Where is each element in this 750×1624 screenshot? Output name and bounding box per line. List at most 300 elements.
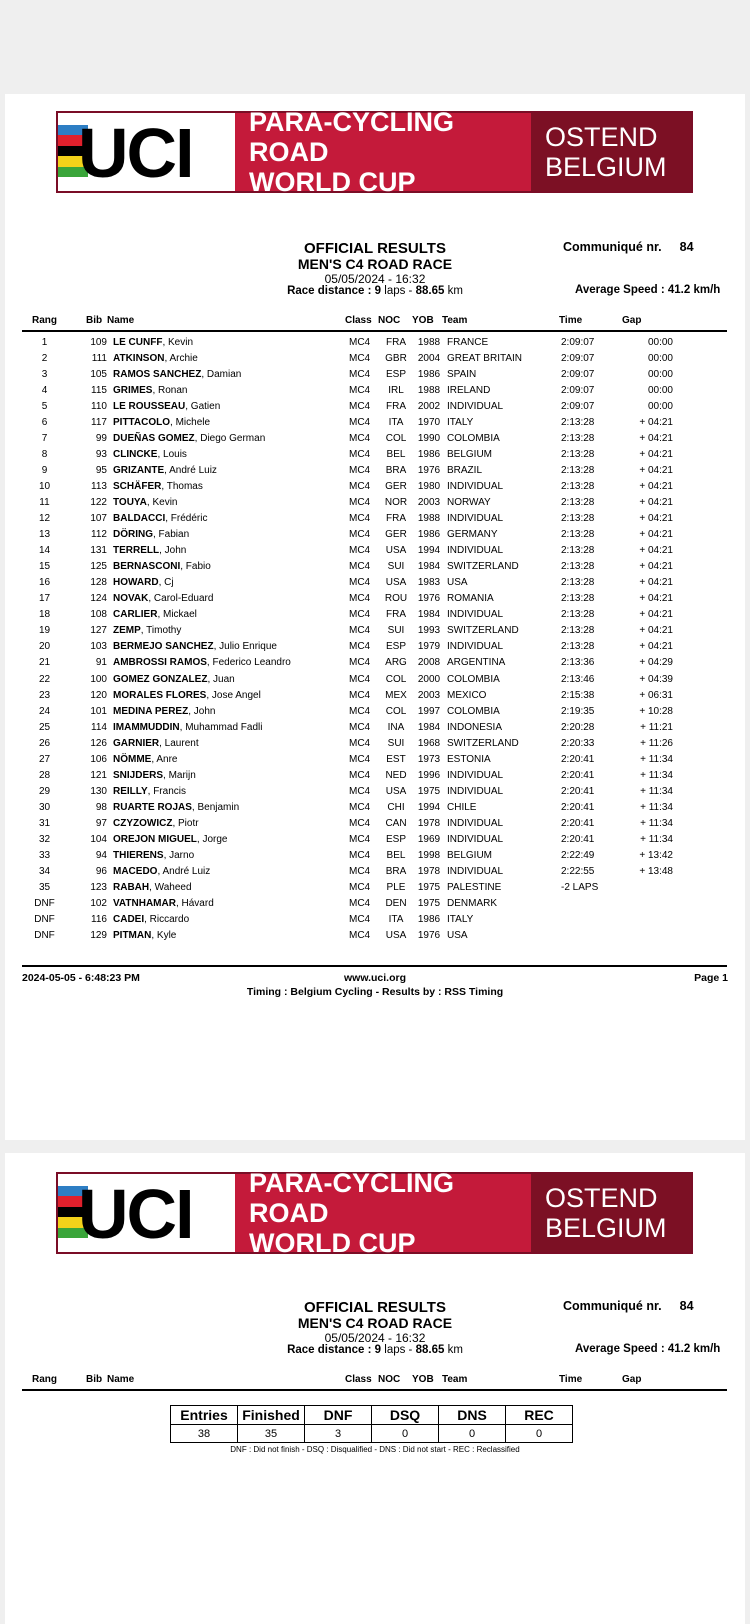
rider-last-name: BERMEJO SANCHEZ bbox=[113, 641, 214, 653]
result-name bbox=[111, 494, 349, 510]
table-row bbox=[22, 462, 673, 478]
result-name bbox=[111, 366, 349, 382]
result-rang: 13 bbox=[38, 529, 51, 541]
result-class: MC4 bbox=[349, 833, 371, 845]
footer-site: www.uci.org bbox=[343, 972, 407, 984]
race-datetime: 05/05/2024 - 16:32 bbox=[324, 1331, 426, 1345]
result-class: MC4 bbox=[349, 673, 371, 685]
result-yob: 2003 bbox=[417, 496, 441, 508]
results-page-2 bbox=[5, 1153, 745, 1624]
footer-page: Page 1 bbox=[694, 972, 728, 984]
result-name bbox=[111, 864, 349, 880]
rider-last-name: IMAMMUDDIN bbox=[113, 721, 180, 733]
result-team: DENMARK bbox=[447, 898, 498, 910]
result-yob: 1979 bbox=[417, 641, 441, 653]
rider-first-name: , Jorge bbox=[196, 833, 228, 845]
result-yob: 1990 bbox=[417, 432, 441, 444]
uci-logo bbox=[58, 1174, 235, 1252]
result-rang: 12 bbox=[38, 513, 51, 525]
rider-last-name: TERRELL bbox=[113, 545, 160, 557]
result-bib: 122 bbox=[90, 496, 107, 508]
laps-value: 9 bbox=[374, 285, 382, 297]
result-rang: 10 bbox=[38, 480, 51, 492]
result-gap: + 04:21 bbox=[639, 529, 673, 541]
rider-first-name: , Fabian bbox=[153, 529, 190, 541]
result-bib: 108 bbox=[90, 609, 107, 621]
table-row bbox=[22, 912, 673, 928]
result-bib: 93 bbox=[95, 448, 107, 460]
result-noc: COL bbox=[385, 705, 407, 717]
result-class: MC4 bbox=[349, 561, 371, 573]
result-class: MC4 bbox=[349, 850, 371, 862]
rider-last-name: NÖMME bbox=[113, 753, 152, 765]
result-yob: 1988 bbox=[417, 513, 441, 525]
communique-label: Communiqué nr. bbox=[563, 240, 662, 254]
result-rang: 30 bbox=[38, 801, 51, 813]
result-yob: 1973 bbox=[417, 753, 441, 765]
result-rang: 14 bbox=[38, 545, 51, 557]
result-class: MC4 bbox=[349, 753, 371, 765]
result-name bbox=[111, 928, 349, 944]
result-noc: FRA bbox=[386, 609, 406, 621]
rider-last-name: RAMOS SANCHEZ bbox=[113, 368, 202, 380]
result-gap: + 04:21 bbox=[639, 625, 673, 637]
result-class: MC4 bbox=[349, 914, 371, 926]
summary-header-finished: Finished bbox=[238, 1406, 305, 1425]
result-noc: ESP bbox=[385, 833, 406, 845]
result-gap: + 04:21 bbox=[639, 593, 673, 605]
rider-first-name: , Gatien bbox=[185, 400, 221, 412]
result-rang: 20 bbox=[38, 641, 51, 653]
result-gap: + 04:21 bbox=[639, 609, 673, 621]
rider-first-name: , Louis bbox=[157, 448, 187, 460]
result-yob: 2000 bbox=[417, 673, 441, 685]
result-team: INDIVIDUAL bbox=[447, 785, 504, 797]
result-yob: 1996 bbox=[417, 769, 441, 781]
result-gap bbox=[621, 928, 673, 944]
result-gap: 00:00 bbox=[647, 400, 673, 412]
km-value: 88.65 bbox=[415, 285, 445, 297]
event-name bbox=[235, 107, 531, 197]
result-class: MC4 bbox=[349, 480, 371, 492]
result-noc: FRA bbox=[386, 513, 406, 525]
result-class: MC4 bbox=[349, 785, 371, 797]
result-class: MC4 bbox=[349, 609, 371, 621]
result-time: 2:09:07 bbox=[561, 384, 595, 396]
column-header-row bbox=[22, 314, 727, 332]
result-rang: 25 bbox=[38, 721, 51, 733]
result-class: MC4 bbox=[349, 593, 371, 605]
result-yob: 1997 bbox=[417, 705, 441, 717]
rider-last-name: REILLY bbox=[113, 785, 148, 797]
km-unit: km bbox=[447, 285, 463, 297]
result-noc: BEL bbox=[386, 850, 406, 862]
table-row bbox=[22, 511, 673, 527]
result-name bbox=[111, 559, 349, 575]
result-name bbox=[111, 511, 349, 527]
result-team: ITALY bbox=[447, 416, 474, 428]
table-row bbox=[22, 896, 673, 912]
rider-last-name: AMBROSSI RAMOS bbox=[113, 657, 207, 669]
rider-last-name: BALDACCI bbox=[113, 513, 166, 525]
col-class: Class bbox=[345, 315, 372, 326]
result-yob: 1968 bbox=[417, 737, 441, 749]
rider-first-name: , Cj bbox=[158, 577, 174, 589]
result-noc: GBR bbox=[385, 352, 407, 364]
result-bib: 112 bbox=[91, 529, 107, 541]
result-team: NORWAY bbox=[447, 496, 491, 508]
result-bib: 126 bbox=[90, 737, 107, 749]
result-class: MC4 bbox=[349, 529, 371, 541]
result-rang: 31 bbox=[38, 817, 51, 829]
summary-header-entries: Entries bbox=[171, 1406, 238, 1425]
result-bib: 107 bbox=[90, 513, 107, 525]
communique-number: 84 bbox=[679, 1299, 694, 1313]
summary-dnf: 3 bbox=[305, 1425, 372, 1443]
laps-unit: laps - bbox=[384, 285, 413, 297]
result-class: MC4 bbox=[349, 737, 371, 749]
result-bib: 94 bbox=[95, 850, 107, 862]
rider-last-name: GARNIER bbox=[113, 737, 160, 749]
result-rang: 21 bbox=[38, 657, 51, 669]
rider-first-name: , Jose Angel bbox=[206, 689, 261, 701]
rider-first-name: , Julio Enrique bbox=[213, 641, 277, 653]
result-yob: 1994 bbox=[417, 545, 441, 557]
result-gap: + 04:39 bbox=[639, 673, 673, 685]
result-rang: 17 bbox=[38, 593, 51, 605]
result-bib: 123 bbox=[90, 882, 107, 894]
communique-number: 84 bbox=[679, 240, 694, 254]
result-gap: + 13:48 bbox=[639, 866, 673, 878]
result-time: 2:20:33 bbox=[561, 737, 595, 749]
rider-last-name: MEDINA PEREZ bbox=[113, 705, 189, 717]
rider-last-name: PITMAN bbox=[113, 930, 152, 942]
result-name bbox=[111, 703, 349, 719]
result-bib: 104 bbox=[90, 833, 107, 845]
result-class: MC4 bbox=[349, 368, 371, 380]
result-name bbox=[111, 896, 349, 912]
result-rang: 24 bbox=[38, 705, 51, 717]
col-noc: NOC bbox=[378, 315, 401, 326]
result-noc: USA bbox=[385, 785, 407, 797]
summary-table bbox=[170, 1405, 573, 1443]
result-noc: FRA bbox=[386, 336, 406, 348]
rider-last-name: ATKINSON bbox=[113, 352, 165, 364]
result-name bbox=[111, 623, 349, 639]
rider-last-name: DUEÑAS GOMEZ bbox=[113, 432, 195, 444]
rider-last-name: TOUYA bbox=[113, 496, 147, 508]
rider-first-name: , Benjamin bbox=[191, 801, 240, 813]
result-yob: 1993 bbox=[417, 625, 441, 637]
result-name bbox=[111, 607, 349, 623]
result-rang: 18 bbox=[38, 609, 51, 621]
result-time: 2:22:49 bbox=[561, 850, 595, 862]
result-class: MC4 bbox=[349, 641, 371, 653]
result-name bbox=[111, 430, 349, 446]
result-rang: 6 bbox=[41, 416, 48, 428]
result-rang: 29 bbox=[38, 785, 51, 797]
result-class: MC4 bbox=[349, 448, 371, 460]
rider-last-name: MORALES FLORES bbox=[113, 689, 207, 701]
result-class: MC4 bbox=[349, 432, 371, 444]
result-yob: 1976 bbox=[417, 593, 441, 605]
result-bib: 100 bbox=[90, 673, 107, 685]
event-name bbox=[235, 1168, 531, 1258]
average-speed: Average Speed : 41.2 km/h bbox=[575, 284, 721, 296]
result-class: MC4 bbox=[349, 930, 371, 942]
result-gap bbox=[621, 912, 673, 928]
table-row bbox=[22, 478, 673, 494]
result-time: 2:09:07 bbox=[561, 336, 595, 348]
rider-first-name: , Laurent bbox=[159, 737, 199, 749]
result-noc: GER bbox=[385, 480, 407, 492]
result-name bbox=[111, 591, 349, 607]
result-team: CHILE bbox=[447, 801, 477, 813]
result-yob: 1975 bbox=[417, 785, 441, 797]
result-bib: 128 bbox=[90, 577, 107, 589]
table-row bbox=[22, 559, 673, 575]
rider-first-name: , Kyle bbox=[151, 930, 177, 942]
result-bib: 129 bbox=[90, 930, 107, 942]
rider-first-name: , Kevin bbox=[146, 496, 178, 508]
rider-last-name: NOVAK bbox=[113, 593, 149, 605]
communique bbox=[563, 240, 694, 254]
result-name bbox=[111, 398, 349, 414]
result-rang: 8 bbox=[41, 448, 48, 460]
result-name bbox=[111, 639, 349, 655]
result-name bbox=[111, 799, 349, 815]
result-team: GREAT BRITAIN bbox=[447, 352, 523, 364]
table-row bbox=[22, 334, 673, 350]
rider-first-name: , Muhammad Fadli bbox=[179, 721, 263, 733]
result-team: SPAIN bbox=[447, 368, 477, 380]
result-rang: 16 bbox=[38, 577, 51, 589]
result-time: 2:13:46 bbox=[561, 673, 595, 685]
rider-last-name: GOMEZ GONZALEZ bbox=[113, 673, 208, 685]
result-team: COLOMBIA bbox=[447, 705, 500, 717]
result-class: MC4 bbox=[349, 545, 371, 557]
result-yob: 1988 bbox=[417, 384, 441, 396]
result-rang: 4 bbox=[41, 384, 48, 396]
result-name bbox=[111, 751, 349, 767]
result-team: SWITZERLAND bbox=[447, 625, 519, 637]
result-yob: 2002 bbox=[417, 400, 441, 412]
result-noc: BRA bbox=[385, 866, 407, 878]
result-rang: DNF bbox=[34, 898, 55, 910]
result-class: MC4 bbox=[349, 352, 371, 364]
uci-logo-text: UCI bbox=[78, 114, 193, 192]
result-name bbox=[111, 767, 349, 783]
result-noc: ROU bbox=[384, 593, 408, 605]
result-gap: + 04:21 bbox=[639, 577, 673, 589]
result-name bbox=[111, 719, 349, 735]
result-name bbox=[111, 735, 349, 751]
result-yob: 1976 bbox=[417, 930, 441, 942]
table-row bbox=[22, 366, 673, 382]
result-noc: BRA bbox=[385, 464, 407, 476]
average-speed: Average Speed : 41.2 km/h bbox=[575, 1343, 721, 1355]
summary-header-dnf: DNF bbox=[305, 1406, 372, 1425]
result-class: MC4 bbox=[349, 625, 371, 637]
rider-first-name: , André Luiz bbox=[164, 464, 217, 476]
table-row bbox=[22, 575, 673, 591]
table-row bbox=[22, 928, 673, 944]
rider-last-name: CADEI bbox=[113, 914, 145, 926]
rider-first-name: , Fabio bbox=[180, 561, 211, 573]
rider-last-name: BERNASCONI bbox=[113, 561, 181, 573]
result-name bbox=[111, 350, 349, 366]
result-bib: 114 bbox=[91, 721, 107, 733]
rider-first-name: , Hávard bbox=[175, 898, 214, 910]
result-time: 2:13:28 bbox=[561, 529, 595, 541]
col-time: Time bbox=[559, 315, 583, 326]
result-yob: 1978 bbox=[417, 817, 441, 829]
result-time: 2:13:36 bbox=[561, 657, 595, 669]
result-rang: 15 bbox=[38, 561, 51, 573]
result-rang: 22 bbox=[38, 673, 51, 685]
result-team: BELGIUM bbox=[447, 448, 493, 460]
result-gap: 00:00 bbox=[647, 384, 673, 396]
result-team: IRELAND bbox=[447, 384, 491, 396]
result-yob: 2008 bbox=[417, 657, 441, 669]
result-yob: 1984 bbox=[417, 561, 441, 573]
result-team: BRAZIL bbox=[447, 464, 483, 476]
rider-first-name: , Frédéric bbox=[165, 513, 208, 525]
result-class: MC4 bbox=[349, 464, 371, 476]
result-bib: 115 bbox=[91, 384, 107, 396]
result-team: INDIVIDUAL bbox=[447, 480, 504, 492]
result-yob: 1986 bbox=[417, 529, 441, 541]
result-time: 2:09:07 bbox=[561, 400, 595, 412]
result-gap: + 13:42 bbox=[639, 850, 673, 862]
rider-last-name: GRIMES bbox=[113, 384, 153, 396]
rider-last-name: THIERENS bbox=[113, 850, 164, 862]
event-country: BELGIUM bbox=[545, 152, 667, 182]
result-gap: + 11:34 bbox=[640, 769, 673, 781]
km-value: 88.65 bbox=[415, 1344, 445, 1356]
result-name bbox=[111, 783, 349, 799]
result-gap: 00:00 bbox=[647, 336, 673, 348]
result-name bbox=[111, 687, 349, 703]
result-time: 2:13:28 bbox=[561, 480, 595, 492]
rider-last-name: LE ROUSSEAU bbox=[113, 400, 186, 412]
result-gap: + 06:31 bbox=[639, 689, 673, 701]
distance-label: Race distance : bbox=[287, 1344, 372, 1356]
result-yob: 2003 bbox=[417, 689, 441, 701]
result-time: 2:13:28 bbox=[561, 593, 595, 605]
result-class: MC4 bbox=[349, 898, 371, 910]
result-name bbox=[111, 382, 349, 398]
result-time: 2:09:07 bbox=[561, 352, 595, 364]
event-country: BELGIUM bbox=[545, 1213, 667, 1243]
result-noc: NOR bbox=[384, 496, 408, 508]
result-noc: ESP bbox=[385, 368, 406, 380]
result-bib: 111 bbox=[91, 352, 107, 364]
result-time: 2:20:28 bbox=[561, 721, 595, 733]
rider-first-name: , Diego German bbox=[194, 432, 266, 444]
table-row bbox=[22, 751, 673, 767]
communique bbox=[563, 1299, 694, 1313]
result-team: INDIVIDUAL bbox=[447, 609, 504, 621]
rider-last-name: ZEMP bbox=[113, 625, 141, 637]
result-class: MC4 bbox=[349, 866, 371, 878]
result-team: SWITZERLAND bbox=[447, 737, 519, 749]
rider-last-name: VATNHAMAR bbox=[113, 898, 176, 910]
result-gap: 00:00 bbox=[647, 352, 673, 364]
event-location bbox=[531, 113, 691, 191]
result-noc: IRL bbox=[388, 384, 404, 396]
rider-last-name: LE CUNFF bbox=[113, 336, 163, 348]
result-noc: BEL bbox=[386, 448, 406, 460]
rider-last-name: CZYZOWICZ bbox=[113, 817, 173, 829]
result-gap: + 11:34 bbox=[640, 801, 673, 813]
result-time: 2:20:41 bbox=[561, 817, 595, 829]
result-bib: 102 bbox=[90, 898, 107, 910]
rider-first-name: , Thomas bbox=[161, 480, 203, 492]
table-row bbox=[22, 848, 673, 864]
result-gap bbox=[621, 896, 673, 912]
result-time: -2 LAPS bbox=[561, 882, 599, 894]
result-bib: 121 bbox=[90, 769, 107, 781]
result-noc: SUI bbox=[387, 561, 405, 573]
table-row bbox=[22, 527, 673, 543]
table-row bbox=[22, 703, 673, 719]
result-name bbox=[111, 527, 349, 543]
result-team: FRANCE bbox=[447, 336, 489, 348]
result-name bbox=[111, 815, 349, 831]
result-team: ROMANIA bbox=[447, 593, 494, 605]
result-bib: 124 bbox=[90, 593, 107, 605]
col-name: Name bbox=[107, 315, 135, 326]
result-bib: 117 bbox=[91, 416, 107, 428]
summary-dsq: 0 bbox=[372, 1425, 439, 1443]
footer-timing: Timing : Belgium Cycling - Results by : RSS Timing bbox=[246, 986, 504, 998]
rider-first-name: , John bbox=[188, 705, 216, 717]
event-location bbox=[531, 1174, 691, 1252]
rider-first-name: , Ronan bbox=[152, 384, 188, 396]
rider-last-name: GRIZANTE bbox=[113, 464, 165, 476]
result-team: COLOMBIA bbox=[447, 432, 500, 444]
doc-title: OFFICIAL RESULTS bbox=[304, 1299, 446, 1316]
race-datetime: 05/05/2024 - 16:32 bbox=[324, 272, 426, 286]
result-rang: 2 bbox=[41, 352, 48, 364]
result-rang: 28 bbox=[38, 769, 51, 781]
result-gap: + 11:26 bbox=[640, 737, 673, 749]
result-class: MC4 bbox=[349, 721, 371, 733]
result-noc: USA bbox=[385, 545, 407, 557]
result-time: 2:13:28 bbox=[561, 609, 595, 621]
rider-first-name: , Riccardo bbox=[144, 914, 190, 926]
result-time: 2:13:28 bbox=[561, 641, 595, 653]
event-banner bbox=[56, 107, 693, 197]
rider-first-name: , Federico Leandro bbox=[206, 657, 291, 669]
result-rang: DNF bbox=[34, 930, 55, 942]
result-yob: 1998 bbox=[417, 850, 441, 862]
result-noc: USA bbox=[385, 930, 407, 942]
result-noc: EST bbox=[386, 753, 406, 765]
result-noc: DEN bbox=[385, 898, 407, 910]
result-noc: NED bbox=[385, 769, 407, 781]
rider-first-name: , Michele bbox=[170, 416, 211, 428]
result-gap: + 04:21 bbox=[639, 416, 673, 428]
summary-header-dsq: DSQ bbox=[372, 1406, 439, 1425]
table-row bbox=[22, 398, 673, 414]
result-noc: MEX bbox=[385, 689, 407, 701]
summary-header-dns: DNS bbox=[439, 1406, 506, 1425]
result-team: INDIVIDUAL bbox=[447, 866, 504, 878]
result-rang: 9 bbox=[41, 464, 48, 476]
result-gap: + 04:21 bbox=[639, 432, 673, 444]
